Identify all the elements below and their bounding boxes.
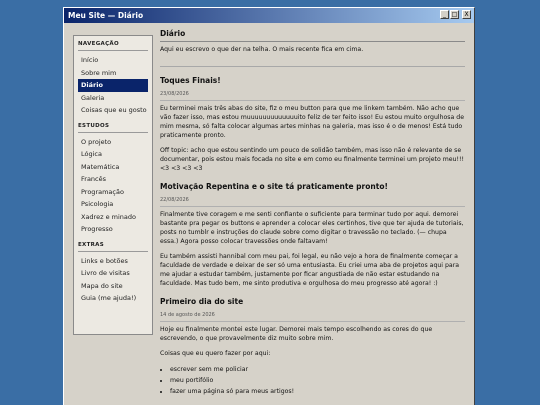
list-item: • escrever sem me policiar [170,364,465,375]
diary-post [160,182,465,288]
post-title: Primeiro dia do site [160,297,244,306]
list-item: • meu portifólio [170,375,465,386]
post-title: Toques Finais! [160,76,221,85]
sidebar-item-links-e-botoes[interactable]: Links e botões [81,256,128,265]
main-content [160,29,465,397]
minimize-button[interactable]: _ [440,10,449,19]
post-paragraph: Eu também assisti hannibal com meu pai, foi legal, eu não vejo a hora de finalmente começar a faculdade de verdade e deixar de ser só uma entusiasta. Eu criei uma aba de projetos aqui para me ajudar a estudar também, justamente por ficar angustiada de não estar estudando na faculdade. Mas tudo bem, me sinto produtiva e orgulhosa do meu progresso até agora! :) [160,253,460,287]
post-date: 14 de agosto de 2026 [160,312,465,322]
list-item: • fazer uma página só para meus artigos! [170,386,465,397]
nav-section-extras [78,242,148,305]
sidebar-item-frances[interactable]: Francês [81,175,107,183]
nav-section-title: ESTUDOS [78,123,148,133]
post-paragraph: Coisas que eu quero fazer por aqui: [160,350,271,357]
sidebar-item-matematica[interactable]: Matemática [81,162,120,171]
sidebar-item-xadrez-e-minado[interactable]: Xadrez e minado [81,212,136,221]
sidebar-item-logica[interactable]: Lógica [81,150,102,158]
post-date: 23/08/2026 [160,91,465,101]
sidebar-item-coisas-que-eu-gosto[interactable]: Coisas que eu gosto [81,106,147,114]
post-list [160,364,465,397]
sidebar [73,35,153,335]
sidebar-item-diario[interactable]: Diário [78,79,148,92]
post-paragraph: Hoje eu finalmente montei este lugar. Demorei mais tempo escolhendo as cores do que escrevendo, o que provavelmente diz muito sobre mim. [160,326,433,342]
sidebar-item-inicio[interactable]: Início [81,56,99,64]
browser-window [63,7,475,405]
sidebar-item-mapa-do-site[interactable]: Mapa do site [81,281,123,290]
post-title: Motivação Repentina e o site tá praticamente pronto! [160,182,388,191]
close-button[interactable]: X [462,10,471,19]
maximize-button[interactable]: □ [451,11,458,18]
post-paragraph: Off topic: acho que estou sentindo um pouco de solidão também, mas isso não é relevante de se documentar, pois estou mais focada no site e em como eu finalmente terminei um projeto meu!!! <3 <3 <3 <3 [160,147,464,172]
sidebar-item-progresso[interactable]: Progresso [81,225,113,233]
nav-section-title: EXTRAS [78,242,148,252]
page-intro: Aqui eu escrevo o que der na telha. O mais recente fica em cima. [160,46,465,67]
nav-section-title: NAVEGAÇÃO [78,41,148,51]
sidebar-item-o-projeto[interactable]: O projeto [81,137,112,146]
nav-section-estudos [78,123,148,236]
page-title: Diário [160,29,465,42]
sidebar-item-galeria[interactable]: Galeria [81,93,105,102]
sidebar-item-sobre-mim[interactable]: Sobre mim [81,68,117,77]
title-bar[interactable] [64,8,474,23]
sidebar-item-psicologia[interactable]: Psicologia [81,200,114,208]
post-date: 22/08/2026 [160,197,465,207]
sidebar-item-livro-de-visitas[interactable]: Livro de visitas [81,269,130,277]
post-paragraph: Eu terminei mais três abas do site, fiz o meu button para que me linkem também. Não acho que vão fazer isso, mas estou muuuuuuuuuuuuuito feliz de ter feito isso! Eu estou muito orgulhosa de mim mesma, só falta colocar algumas artes minhas na galeria, mas isso é o de menos! Está tudo praticamente pronto. [160,105,465,139]
diary-post [160,76,465,173]
nav-section-navegacao [78,41,148,117]
sidebar-item-guia[interactable]: Guia (me ajuda!) [81,294,137,302]
window-controls [440,10,471,19]
window-title: Meu Site — Diário [68,11,144,20]
diary-post [160,297,465,397]
sidebar-item-programacao[interactable]: Programação [81,187,124,196]
window-content [64,23,474,405]
post-paragraph: Finalmente tive coragem e me senti confiante o suficiente para terminar tudo por aqui. demorei bastante pra pegar os buttons e aprender a colocar eles certinhos, tive que ter ajuda de tutoriais, posts no tumblr e instruções do claude sobre como digitar o travessão no teclado. (— chupa essa.) Agora posso colocar travessões onde faltavam! [160,211,464,245]
